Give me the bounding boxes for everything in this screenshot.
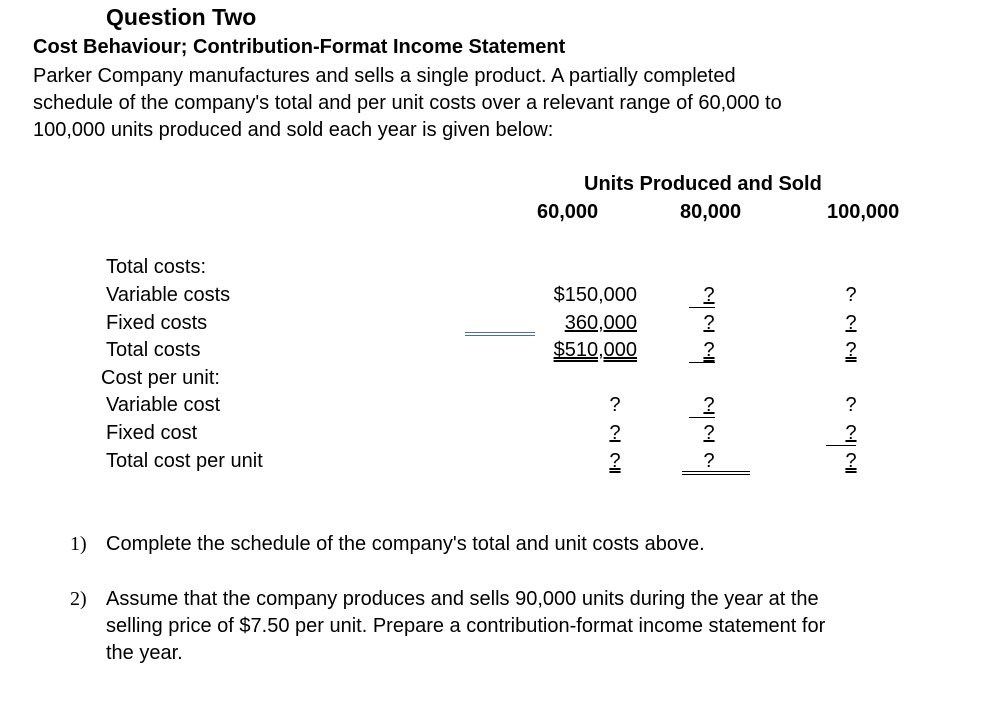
underline-rule (826, 445, 856, 446)
cell-total-costs-60000: $510,000 (553, 339, 637, 361)
column-header-80000: 80,000 (680, 201, 742, 223)
question-line: Assume that the company produces and sells 90,000 units during the year at the (106, 588, 819, 610)
underline-rule (465, 335, 535, 336)
cell-total-cost-per-unit-60000: ? (609, 450, 621, 472)
cell-variable-costs-60000: $150,000 (553, 284, 637, 306)
cell-variable-costs-100000: ? (845, 284, 857, 306)
intro-paragraph (33, 63, 782, 144)
cell-total-costs-80000: ? (703, 339, 715, 361)
underline-rule (682, 471, 750, 472)
cell-fixed-cost-100000: ? (845, 422, 857, 444)
column-header-60000: 60,000 (537, 201, 599, 223)
row-label-fixed-costs: Fixed costs (106, 312, 208, 334)
question-line: selling price of $7.50 per unit. Prepare a contribution-format income statement for (106, 615, 826, 637)
question-title: Question Two (106, 4, 257, 30)
cell-fixed-costs-80000: ? (703, 312, 715, 334)
row-label-variable-costs: Variable costs (106, 284, 231, 306)
cell-fixed-cost-80000: ? (703, 422, 715, 444)
total-costs-heading: Total costs: (106, 256, 207, 278)
cell-variable-cost-60000: ? (609, 394, 621, 416)
row-label-total-costs: Total costs (106, 339, 201, 361)
question-number: 2) (70, 588, 87, 610)
question-line: Complete the schedule of the company's total and unit costs above. (106, 533, 705, 555)
underline-rule (689, 362, 715, 363)
question-text (106, 586, 825, 667)
cell-total-costs-100000: ? (845, 339, 857, 361)
cell-fixed-costs-100000: ? (845, 312, 857, 334)
cell-total-cost-per-unit-80000: ? (703, 450, 715, 472)
underline-rule (689, 417, 715, 418)
row-label-fixed-cost: Fixed cost (106, 422, 198, 444)
cell-fixed-costs-60000: 360,000 (564, 312, 637, 334)
question-line: the year. (106, 642, 183, 664)
units-group-header: Units Produced and Sold (584, 173, 822, 195)
question-subtitle: Cost Behaviour; Contribution-Format Income Statement (33, 36, 566, 58)
cell-variable-costs-80000: ? (703, 284, 715, 306)
cell-variable-cost-80000: ? (703, 394, 715, 416)
cell-variable-cost-100000: ? (845, 394, 857, 416)
underline-rule (682, 474, 750, 475)
question-text (106, 531, 705, 558)
row-label-total-cost-per-unit: Total cost per unit (106, 450, 263, 472)
question-number: 1) (70, 533, 87, 555)
column-header-100000: 100,000 (827, 201, 900, 223)
underline-rule (465, 332, 535, 333)
unit-costs-heading: Cost per unit: (101, 367, 220, 389)
cell-fixed-cost-60000: ? (609, 422, 621, 444)
cell-total-cost-per-unit-100000: ? (845, 450, 857, 472)
intro-line: 100,000 units produced and sold each year is given below: (33, 119, 554, 141)
row-label-variable-cost: Variable cost (106, 394, 221, 416)
intro-line: schedule of the company's total and per unit costs over a relevant range of 60,000 to (33, 92, 782, 114)
underline-rule (689, 307, 715, 308)
intro-line: Parker Company manufactures and sells a single product. A partially completed (33, 65, 736, 87)
